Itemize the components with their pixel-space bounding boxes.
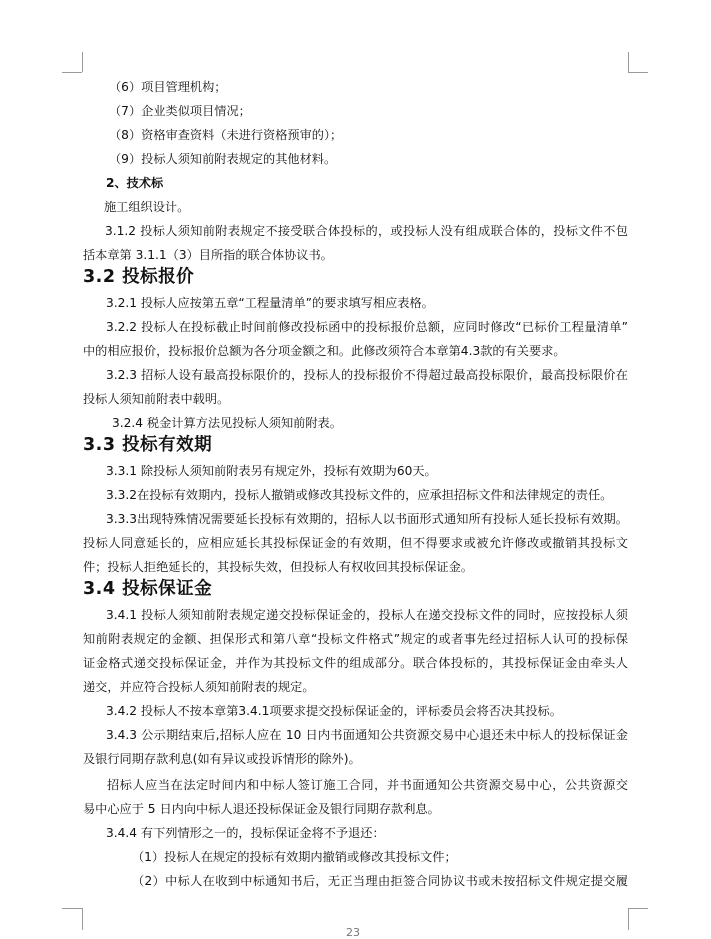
paragraph-line: 招标人应当在法定时间内和中标人签订施工合同，并书面通知公共资源交易中心，公共资源交 [107,778,628,792]
crop-mark-top-right-v [628,52,629,72]
paragraph-line: 括本章第 3.1.1（3）目所指的联合体协议书。 [83,248,333,262]
paragraph-line: 3.3.3出现特殊情况需要延长投标有效期的，招标人以书面形式通知所有投标人延长投标有效期。 [106,512,628,526]
paragraph-line: 3.4.2 投标人不按本章第3.4.1项要求提交投标保证金的，评标委员会将否决其投标。 [106,704,562,718]
list-item: （2）中标人在收到中标通知书后，无正当理由拒签合同协议书或未按招标文件规定提交履 [132,874,628,888]
section-heading: 3.4 投标保证金 [83,579,213,599]
section-heading: 3.3 投标有效期 [83,435,213,455]
crop-mark-bottom-left-v [82,908,83,930]
paragraph-line: 及银行同期存款利息(如有异议或投诉情形的除外)。 [83,752,361,766]
paragraph-line: 3.2.4 税金计算方法见投标人须知前附表。 [112,416,342,430]
paragraph-line: 3.3.2在投标有效期内，投标人撤销或修改其投标文件的，应承担招标文件和法律规定的责任。 [106,488,613,502]
subheading: 2、技术标 [106,176,164,190]
paragraph-line: 易中心应于 5 日内向中标人退还投标保证金及银行同期存款利息。 [83,802,440,816]
section-heading: 3.2 投标报价 [83,267,195,287]
list-item: （8）资格审查资料（未进行资格预审的）； [109,128,343,142]
crop-mark-bottom-right-h [628,908,648,909]
paragraph-line: 3.2.2 投标人在投标截止时间前修改投标函中的投标报价总额，应同时修改“已标价工程量清单” [106,320,628,334]
list-item: （6）项目管理机构； [109,80,227,94]
paragraph-line: 3.2.1 投标人应按第五章“工程量清单”的要求填写相应表格。 [106,296,434,310]
crop-mark-bottom-left-h [62,908,82,909]
page-number: 23 [346,926,360,939]
list-item: （1）投标人在规定的投标有效期内撤销或修改其投标文件； [132,850,457,864]
paragraph-line: 证金格式递交投标保证金，并作为其投标文件的组成部分。联合体投标的，其投标保证金由牵头人 [83,656,628,670]
paragraph-line: 件；投标人拒绝延长的，其投标失效，但投标人有权收回其投标保证金。 [83,560,473,574]
paragraph-line: 3.2.3 招标人设有最高投标限价的，投标人的投标报价不得超过最高投标限价，最高投标限价在 [106,368,628,382]
paragraph-line: 3.4.1 投标人须知前附表规定递交投标保证金的，投标人在递交投标文件的同时，应按投标人须 [106,608,628,622]
paragraph-line: 投标人须知前附表中载明。 [83,392,230,406]
paragraph-line: 3.4.4 有下列情形之一的，投标保证金将不予退还： [106,826,385,840]
list-item: （9）投标人须知前附表规定的其他材料。 [109,152,337,166]
paragraph-line: 3.3.1 除投标人须知前附表另有规定外，投标有效期为60天。 [106,464,437,478]
crop-mark-bottom-right-v [628,908,629,930]
crop-mark-top-right-h [628,72,648,73]
paragraph-line: 知前附表规定的金额、担保形式和第八章“投标文件格式”规定的或者事先经过招标人认可的投标保 [83,632,628,646]
paragraph-line: 3.1.2 投标人须知前附表规定不接受联合体投标的，或投标人没有组成联合体的，投标文件不包 [105,224,628,238]
paragraph-line: 3.4.3 公示期结束后,招标人应在 10 日内书面通知公共资源交易中心退还未中标人的投标保证金 [106,728,628,742]
paragraph-line: 中的相应报价，投标报价总额为各分项金额之和。此修改须符合本章第4.3款的有关要求。 [83,344,566,358]
paragraph-line: 投标人同意延长的，应相应延长其投标保证金的有效期，但不得要求或被允许修改或撤销其投标文 [83,536,628,550]
list-item: （7）企业类似项目情况； [109,104,251,118]
paragraph-line: 施工组织设计。 [104,200,190,214]
crop-mark-top-left-h [62,72,82,73]
paragraph-line: 递交，并应符合投标人须知前附表的规定。 [83,680,315,694]
crop-mark-top-left-v [82,52,83,72]
